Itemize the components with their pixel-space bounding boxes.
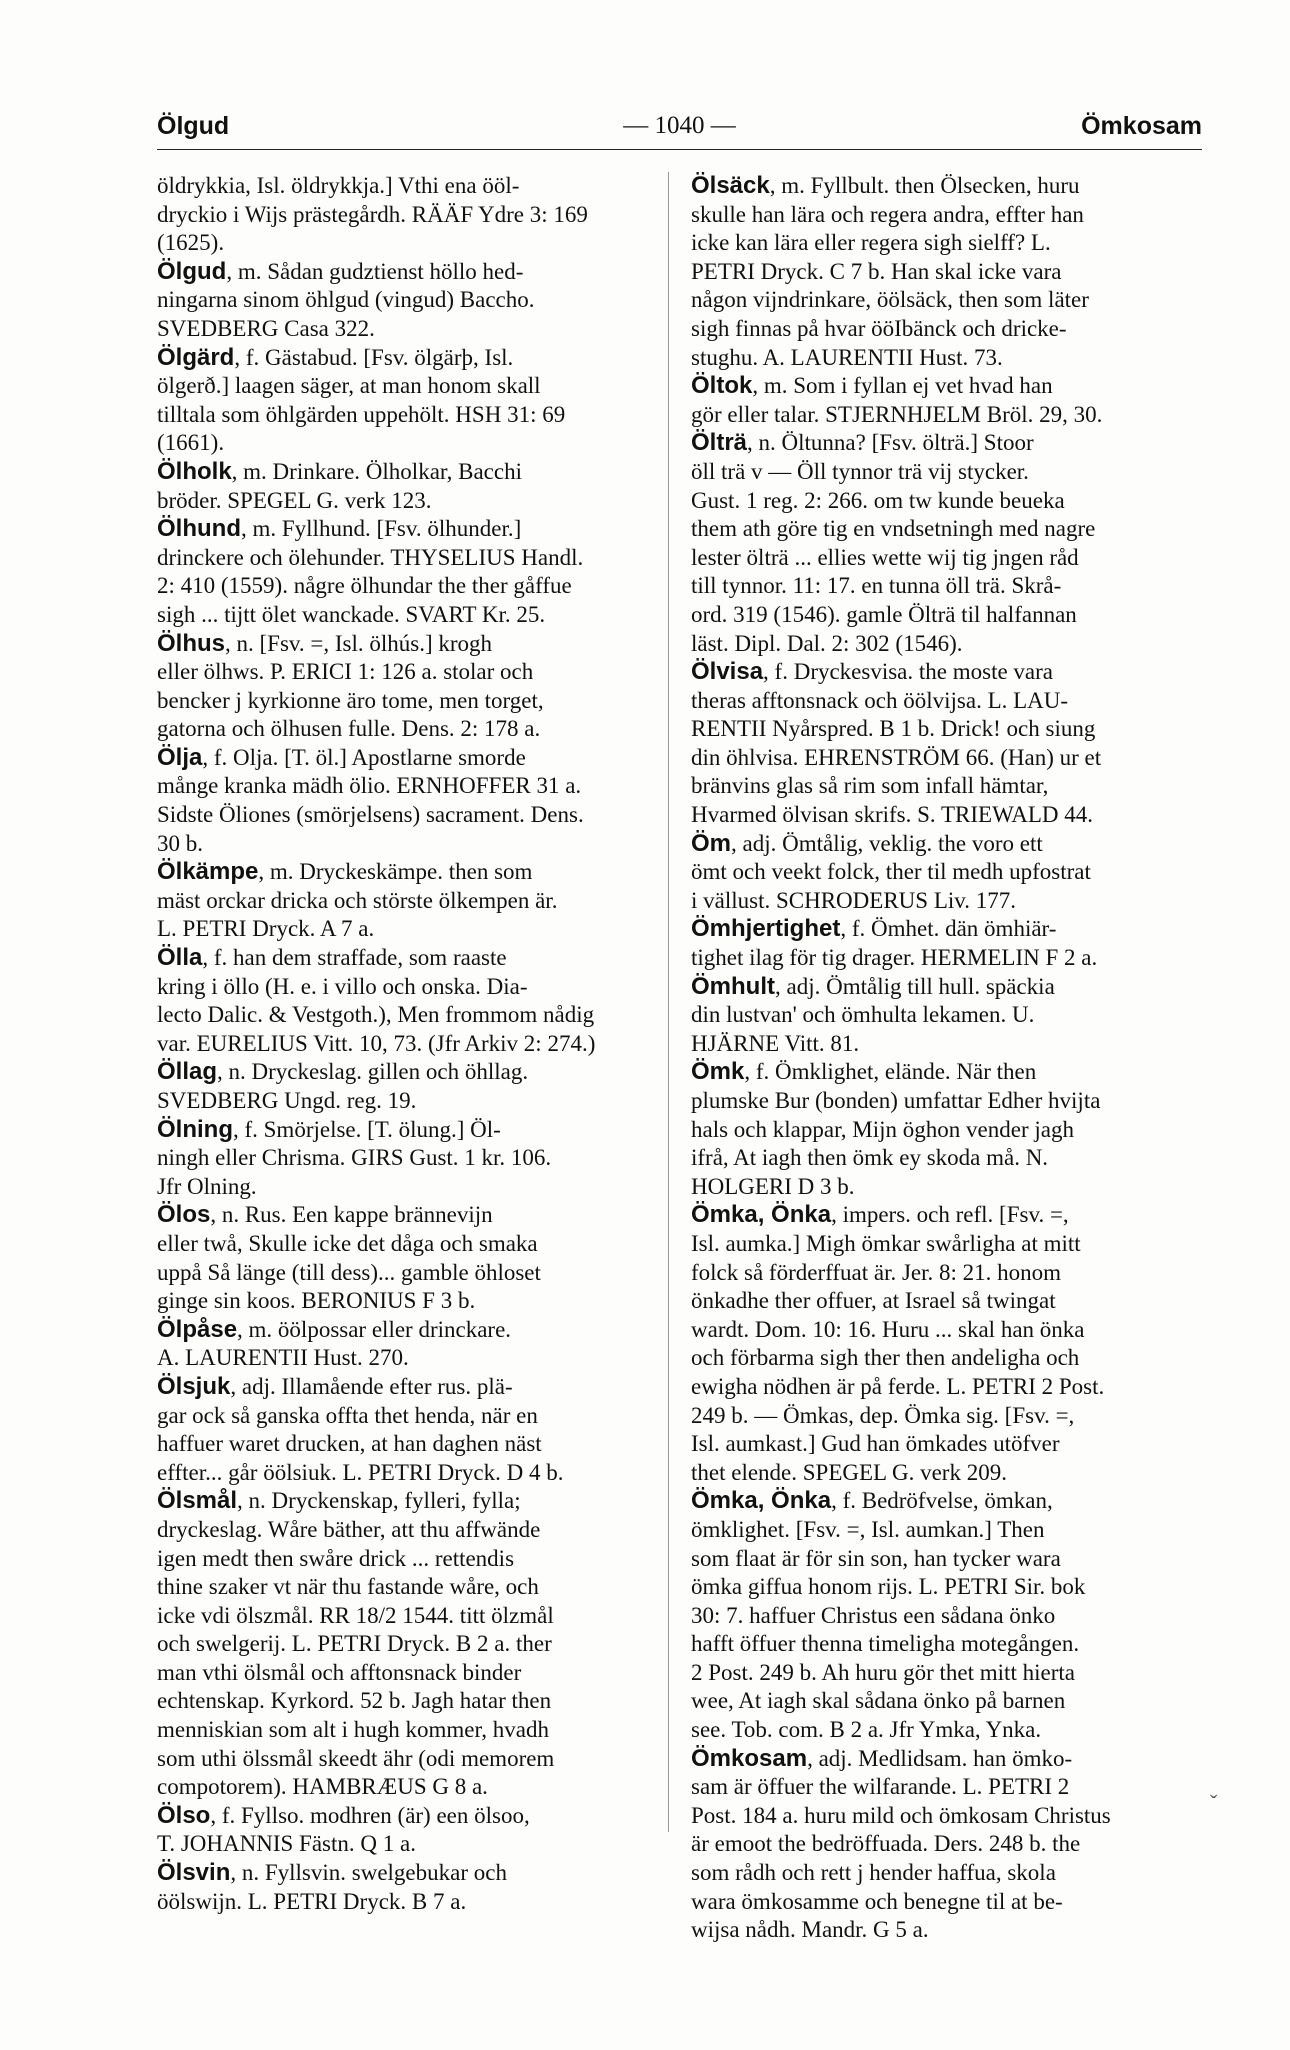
text-line: wara ömkosamme och benegne til at be- (691, 1888, 1063, 1914)
text-line: ningh eller Chrisma. GIRS Gust. 1 kr. 106. (157, 1145, 552, 1171)
text-line: drinckere och ölehunder. THYSELIUS Handl. (157, 544, 584, 570)
text-line: Ölsäck, m. Fyllbult. then Ölsecken, huru (691, 172, 1080, 199)
text-line: Ölgud, m. Sådan gudztienst höllo hed- (157, 257, 524, 285)
text-line: lester ölträ ... ellies wette wij tig jngen råd (691, 544, 1079, 570)
text-line: wardt. Dom. 10: 16. Huru ... skal han önka (691, 1316, 1085, 1342)
headword: Ömk (691, 1058, 745, 1086)
text-line: din öhlvisa. EHRENSTRÖM 66. (Han) ur et (691, 744, 1102, 770)
text-line: gatorna och ölhusen fulle. Dens. 2: 178 a. (157, 716, 541, 742)
text-line: Ölos, n. Rus. Een kappe brännevijn (157, 1201, 493, 1229)
headword: Ölso (157, 1801, 211, 1829)
text-line: Ölträ, n. Öltunna? [Fsv. ölträ.] Stoor (691, 429, 1034, 457)
text-line: menniskian som alt i hugh kommer, hvadh (157, 1717, 549, 1743)
text-line: öldrykkia, Isl. öldrykkja.] Vthi ena ööl- (157, 173, 520, 198)
text-line: dryckio i Wijs prästegårdh. RÄÄF Ydre 3: 169 (157, 201, 588, 227)
text-line: folck så förderffuat är. Jer. 8: 21. honom (691, 1259, 1062, 1285)
headword: Öllag (157, 1058, 218, 1086)
text-line: hals och klappar, Mijn öghon vender jagh (691, 1116, 1074, 1142)
text-line: Ölhus, n. [Fsv. =, Isl. ölhús.] krogh (157, 629, 493, 657)
text-line: uppå Så länge (till dess)... gamble öhloset (157, 1259, 541, 1285)
left-column (157, 172, 667, 1916)
text-line: Post. 184 a. huru mild och ömkosam Christus (691, 1802, 1111, 1828)
text-line: HJÄRNE Vitt. 81. (691, 1030, 860, 1056)
text-line: Ömhult, adj. Ömtålig till hull. späckia (691, 972, 1055, 1000)
text-line: Ölja, f. Olja. [T. öl.] Apostlarne smorde (157, 743, 526, 771)
text-line: ningarna sinom öhlgud (vingud) Baccho. (157, 287, 535, 313)
text-line: Ölning, f. Smörjelse. [T. ölung.] Öl- (157, 1115, 501, 1143)
text-line: hafft öffuer thenna timeligha motegången. (691, 1631, 1080, 1657)
text-line: Ölsjuk, adj. Illamående efter rus. plä- (157, 1372, 513, 1400)
text-line: wee, At iagh skal sådana önko på barnen (691, 1688, 1066, 1714)
text-line: ewigha nödhen är på ferde. L. PETRI 2 Post. (691, 1373, 1105, 1399)
text-line: thine szaker vt när thu fastande wåre, och (157, 1574, 539, 1600)
text-line: Ölhund, m. Fyllhund. [Fsv. ölhunder.] (157, 515, 522, 543)
text-line: SVEDBERG Ungd. reg. 19. (157, 1088, 417, 1113)
text-line: bencker j kyrkionne äro tome, men torget, (157, 687, 544, 713)
text-line: bröder. SPEGEL G. verk 123. (157, 487, 432, 513)
page-number: — 1040 — (623, 112, 736, 139)
text-line: mäst orckar dricka och störste ölkempen är. (157, 887, 558, 913)
margin-mark: ˇ (1210, 1790, 1218, 1815)
text-line: Ölla, f. han dem straffade, som raaste (157, 944, 507, 972)
text-line: 2: 410 (1559). någre ölhundar the ther gåffue (157, 573, 572, 599)
headword: Ölgud (157, 257, 227, 285)
text-line: HOLGERI D 3 b. (691, 1173, 855, 1199)
text-line: (1661). (157, 430, 225, 456)
headword: Öm (691, 829, 732, 857)
text-line: plumske Bur (bonden) umfattar Edher hvijta (691, 1088, 1101, 1113)
headword: Ölvisa (691, 658, 764, 686)
text-line: Öllag, n. Dryckeslag. gillen och öhllag. (157, 1058, 529, 1086)
headword: Ömka, Önka (691, 1201, 832, 1229)
text-line: gör eller talar. STJERNHJELM Bröl. 29, 30. (691, 401, 1103, 427)
headword: Ölkämpe (157, 858, 259, 886)
page-header (157, 112, 1202, 152)
text-line: öll trä v — Öll tynnor trä vij stycker. (691, 458, 1029, 484)
text-line: och swelgerij. L. PETRI Dryck. B 2 a. ther (157, 1631, 552, 1657)
text-line: tilltala som öhlgärden uppehölt. HSH 31: 69 (157, 401, 566, 427)
text-line: kring i öllo (H. e. i villo och onska. Dia- (157, 973, 528, 999)
text-line: thet elende. SPEGEL G. verk 209. (691, 1459, 1007, 1485)
text-line: Hvarmed ölvisan skrifs. S. TRIEWALD 44. (691, 802, 1094, 828)
text-line: T. JOHANNIS Fästn. Q 1 a. (157, 1831, 416, 1857)
text-line: Ölso, f. Fyllso. modhren (är) een ölsoo, (157, 1801, 530, 1829)
text-line: ginge sin koos. BERONIUS F 3 b. (157, 1288, 476, 1314)
headword: Ölja (157, 743, 203, 771)
text-line: som uthi ölssmål skeedt ähr (odi memorem (157, 1745, 555, 1771)
right-column (691, 172, 1201, 1945)
text-line: Isl. aumka.] Migh ömkar swårligha at mitt (691, 1230, 1081, 1256)
header-rule (157, 149, 1202, 150)
text-line: läst. Dipl. Dal. 2: 302 (1546). (691, 630, 963, 656)
text-line: Ölgärd, f. Gästabud. [Fsv. ölgärþ, Isl. (157, 343, 514, 371)
text-line: Ölkämpe, m. Dryckeskämpe. then som (157, 858, 533, 886)
text-line: skulle han lära och regera andra, effter han (691, 201, 1084, 227)
text-line: 249 b. — Ömkas, dep. Ömka sig. [Fsv. =, (691, 1402, 1075, 1428)
headword: Ölgärd (157, 343, 235, 371)
headword: Ömhult (691, 972, 775, 1000)
headword: Ölholk (157, 457, 232, 485)
text-line: bränvins glas så rim som infall hämtar, (691, 773, 1049, 799)
text-line: see. Tob. com. B 2 a. Jfr Ymka, Ynka. (691, 1717, 1042, 1743)
headword: Ölhus (157, 629, 226, 657)
headword: Öltok (691, 372, 753, 400)
text-line: icke vdi ölszmål. RR 18/2 1544. titt ölzmål (157, 1602, 554, 1628)
text-line: din lustvan' och ömhulta lekamen. U. (691, 1002, 1035, 1028)
text-line: PETRI Dryck. C 7 b. Han skal icke vara (691, 258, 1062, 284)
text-line: echtenskap. Kyrkord. 52 b. Jagh hatar then (157, 1688, 552, 1714)
headword: Ömkosam (691, 1744, 808, 1772)
text-line: dryckeslag. Wåre bäther, att thu affwände (157, 1516, 541, 1542)
text-line: Ölholk, m. Drinkare. Ölholkar, Bacchi (157, 457, 522, 485)
text-line: Ömka, Önka, impers. och refl. [Fsv. =, (691, 1201, 1069, 1229)
text-line: till tynnor. 11: 17. en tunna öll trä. Skrå- (691, 573, 1062, 599)
text-line: Jfr Olning. (157, 1173, 257, 1199)
text-line: (1625). (157, 230, 225, 256)
text-line: Sidste Öliones (smörjelsens) sacrament. Dens. (157, 802, 584, 828)
headword: Ölsäck (691, 172, 770, 199)
text-line: som flaat är för sin son, han tycker wara (691, 1545, 1061, 1571)
text-line: 2 Post. 249 b. Ah huru gör thet mitt hierta (691, 1659, 1075, 1685)
text-line: sigh ... tijtt ölet wanckade. SVART Kr. 25. (157, 601, 546, 627)
text-line: Gust. 1 reg. 2: 266. om tw kunde beueka (691, 487, 1065, 513)
headword: Ömka, Önka (691, 1487, 832, 1515)
text-line: ord. 319 (1546). gamle Ölträ til halfannan (691, 601, 1077, 627)
text-line: ömka giffua honom rijs. L. PETRI Sir. bok (691, 1574, 1086, 1600)
text-line: Öm, adj. Ömtålig, veklig. the voro ett (691, 829, 1043, 857)
text-line: är emoot the bedröffuada. Ders. 248 b. the (691, 1831, 1081, 1857)
headword: Ölsmål (157, 1487, 238, 1515)
text-line: och förbarma sigh ther then andeligha och (691, 1345, 1080, 1371)
text-line: ifrå, At iagh then ömk ey skoda må. N. (691, 1145, 1049, 1171)
header-last-word: Ömkosam (1081, 112, 1202, 140)
text-line: wijsa nådh. Mandr. G 5 a. (691, 1917, 929, 1943)
headword: Ölsvin (157, 1859, 231, 1887)
text-line: eller ölhws. P. ERICI 1: 126 a. stolar och (157, 659, 534, 685)
text-line: Ömka, Önka, f. Bedröfvelse, ömkan, (691, 1487, 1053, 1515)
text-line: 30: 7. haffuer Christus een sådana önko (691, 1602, 1056, 1628)
headword: Ölhund (157, 515, 241, 543)
text-line: önkadhe ther offuer, at Israel så twingat (691, 1288, 1056, 1314)
text-line: Öltok, m. Som i fyllan ej vet hvad han (691, 372, 1053, 400)
headword: Ölning (157, 1115, 233, 1143)
text-line: månge kranka mädh ölio. ERNHOFFER 31 a. (157, 773, 582, 799)
text-line: ömt och veekt folck, ther til medh upfostrat (691, 859, 1091, 885)
text-line: Ölsmål, n. Dryckenskap, fylleri, fylla; (157, 1487, 521, 1515)
column-divider (668, 172, 669, 1832)
text-line: öölswijn. L. PETRI Dryck. B 7 a. (157, 1888, 467, 1914)
text-line: sam är öffuer the wilfarande. L. PETRI 2 (691, 1774, 1070, 1800)
text-line: Ölpåse, m. öölpossar eller drinckare. (157, 1315, 512, 1343)
headword: Ölpåse (157, 1315, 238, 1343)
text-line: gar ock så ganska offta thet henda, när en (157, 1402, 538, 1428)
text-line: som rådh och rett j hender haffua, skola (691, 1860, 1056, 1886)
text-line: stughu. A. LAURENTII Hust. 73. (691, 344, 1003, 370)
text-line: ömklighet. [Fsv. =, Isl. aumkan.] Then (691, 1516, 1045, 1542)
text-line: lecto Dalic. & Vestgoth.), Men frommom nådig (157, 1002, 595, 1028)
text-line: Ölvisa, f. Dryckesvisa. the moste vara (691, 658, 1054, 686)
headword: Ölla (157, 944, 203, 972)
text-line: tighet ilag för tig drager. HERMELIN F 2 a. (691, 945, 1098, 971)
text-line: SVEDBERG Casa 322. (157, 315, 375, 341)
header-first-word: Ölgud (157, 112, 230, 140)
text-line: 30 b. (157, 830, 203, 856)
text-line: sigh finnas på hvar ööIbänck och dricke- (691, 315, 1067, 341)
text-line: Ölsvin, n. Fyllsvin. swelgebukar och (157, 1859, 507, 1887)
text-line: haffuer waret drucken, at han daghen näst (157, 1431, 542, 1457)
headword: Ölos (157, 1201, 211, 1229)
headword: Ölträ (691, 429, 748, 457)
text-line: Ömk, f. Ömklighet, elände. När then (691, 1058, 1037, 1086)
text-line: i vällust. SCHRODERUS Liv. 177. (691, 887, 1017, 913)
text-line: theras afftonsnack och öölvijsa. L. LAU- (691, 687, 1069, 713)
text-line: RENTII Nyårspred. B 1 b. Drick! och siung (691, 716, 1096, 742)
text-line: them ath göre tig en vndsetningh med nagre (691, 516, 1096, 542)
text-line: var. EURELIUS Vitt. 10, 73. (Jfr Arkiv 2: 274.) (157, 1030, 596, 1056)
text-line: Ömkosam, adj. Medlidsam. han ömko- (691, 1744, 1073, 1772)
text-line: ölgerð.] laagen säger, at man honom skall (157, 373, 541, 399)
text-line: A. LAURENTII Hust. 270. (157, 1345, 409, 1371)
headword: Ölsjuk (157, 1372, 231, 1400)
text-line: igen medt then swåre drick ... rettendis (157, 1545, 515, 1571)
text-line: L. PETRI Dryck. A 7 a. (157, 916, 375, 942)
text-line: Ömhjertighet, f. Ömhet. dän ömhiär- (691, 915, 1057, 943)
text-line: effter... går öölsiuk. L. PETRI Dryck. D 4 b. (157, 1459, 564, 1485)
text-line: man vthi ölsmål och afftonsnack binder (157, 1659, 522, 1685)
text-line: Isl. aumkast.] Gud han ömkades utöfver (691, 1431, 1060, 1457)
text-line: icke kan lära eller regera sigh sielff? L. (691, 230, 1051, 256)
text-line: compotorem). HAMBRÆUS G 8 a. (157, 1774, 488, 1800)
headword: Ömhjertighet (691, 915, 841, 943)
text-line: någon vijndrinkare, öölsäck, then som läter (691, 287, 1089, 313)
text-line: eller twå, Skulle icke det dåga och smaka (157, 1230, 538, 1256)
